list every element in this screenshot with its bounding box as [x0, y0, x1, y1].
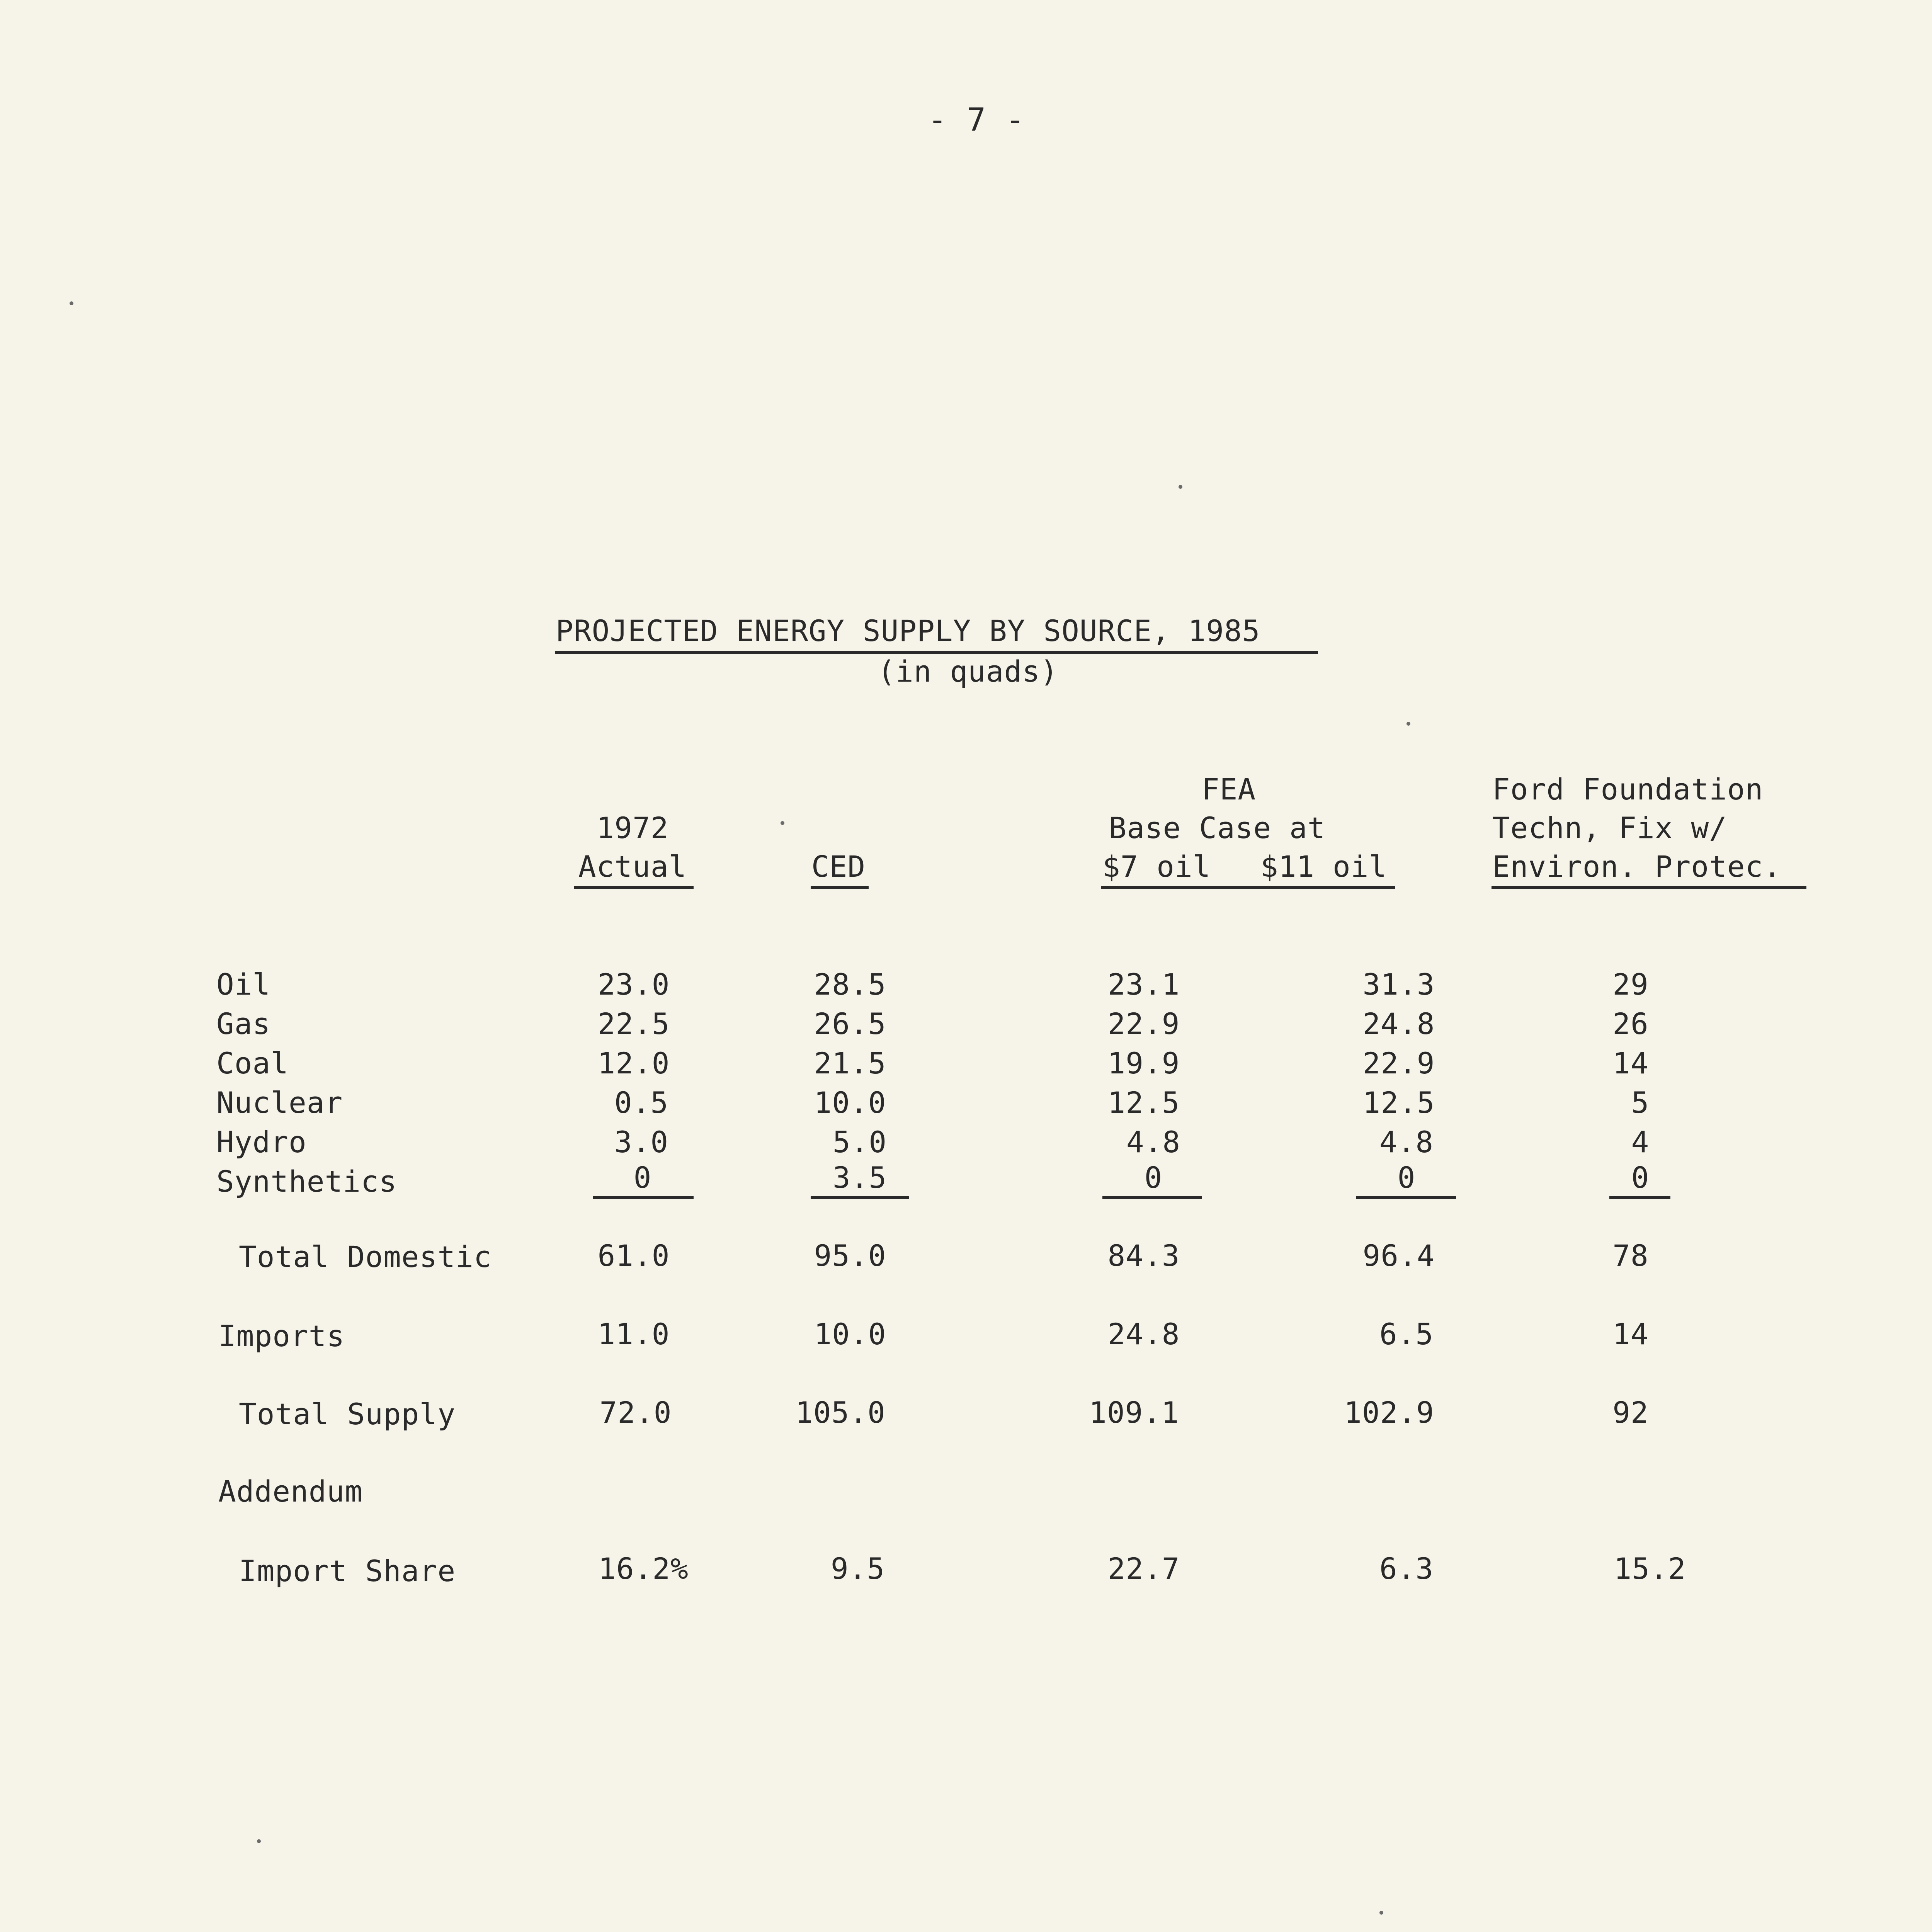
- cell-import-share-ced: 9.5: [830, 1551, 885, 1586]
- cell-total-supply-ford: 92: [1612, 1395, 1649, 1430]
- cell-import-share-ford: 15.2: [1614, 1551, 1686, 1586]
- header-underline-ced: [811, 886, 869, 889]
- cell-coal-fea11: 22.9: [1362, 1046, 1435, 1080]
- cell-oil-fea7: 23.1: [1107, 967, 1180, 1002]
- cell-oil-ced: 28.5: [814, 967, 886, 1002]
- cell-total-supply-fea11: 102.9: [1344, 1395, 1434, 1430]
- header-underline-1972: [574, 886, 694, 889]
- cell-hydro-fea11: 4.8: [1379, 1125, 1434, 1159]
- cell-hydro-1972: 3.0: [614, 1125, 669, 1159]
- row-label-hydro: Hydro: [216, 1125, 307, 1159]
- cell-nuclear-fea7: 12.5: [1107, 1085, 1180, 1120]
- cell-hydro-ford: 4: [1631, 1125, 1650, 1159]
- paper-speck: [70, 301, 73, 305]
- header-underline-fea: [1101, 886, 1395, 889]
- header-1972: 1972: [596, 811, 669, 845]
- cell-imports-fea11: 6.5: [1379, 1317, 1434, 1351]
- cell-hydro-fea7: 4.8: [1126, 1125, 1181, 1159]
- row-label-coal: Coal: [216, 1046, 289, 1080]
- cell-total-domestic-fea7: 84.3: [1107, 1238, 1180, 1273]
- paper-speck: [781, 821, 784, 825]
- paper-speck: [1406, 722, 1410, 726]
- cell-oil-fea11: 31.3: [1362, 967, 1435, 1002]
- header-fea-11-oil: $11 oil: [1260, 849, 1387, 884]
- row-label-import-share: Import Share: [239, 1554, 456, 1588]
- cell-synthetics-fea7: 0: [1144, 1160, 1163, 1195]
- cell-nuclear-fea11: 12.5: [1362, 1085, 1435, 1120]
- cell-total-domestic-fea11: 96.4: [1362, 1238, 1435, 1273]
- cell-total-supply-fea7: 109.1: [1089, 1395, 1179, 1430]
- cell-total-supply-ced: 105.0: [795, 1395, 886, 1430]
- cell-gas-fea7: 22.9: [1107, 1007, 1180, 1041]
- subtotal-underline-ford: [1609, 1196, 1670, 1199]
- paper-speck: [1379, 1911, 1383, 1915]
- subtotal-underline-1972: [593, 1196, 694, 1199]
- row-label-synthetics: Synthetics: [216, 1164, 397, 1199]
- row-label-total-domestic: Total Domestic: [239, 1240, 492, 1274]
- cell-imports-ced: 10.0: [814, 1317, 886, 1351]
- cell-imports-1972: 11.0: [597, 1317, 670, 1351]
- cell-coal-fea7: 19.9: [1107, 1046, 1180, 1080]
- cell-nuclear-ced: 10.0: [814, 1085, 886, 1120]
- paper-speck: [1179, 485, 1182, 489]
- cell-coal-1972: 12.0: [597, 1046, 670, 1080]
- header-fea-7-oil: $7 oil: [1102, 849, 1211, 884]
- cell-gas-1972: 22.5: [597, 1007, 670, 1041]
- cell-total-domestic-ford: 78: [1612, 1238, 1649, 1273]
- cell-synthetics-fea11: 0: [1397, 1160, 1416, 1195]
- paper-speck: [257, 1839, 261, 1843]
- cell-synthetics-ford: 0: [1631, 1160, 1650, 1195]
- row-label-nuclear: Nuclear: [216, 1085, 343, 1120]
- subtotal-underline-ced: [811, 1196, 909, 1199]
- cell-imports-ford: 14: [1612, 1317, 1649, 1351]
- row-label-oil: Oil: [216, 967, 271, 1002]
- header-fea: FEA: [1201, 772, 1256, 806]
- header-ford-line1: Ford Foundation: [1492, 772, 1764, 806]
- header-ced: CED: [811, 849, 866, 884]
- cell-import-share-fea7: 22.7: [1107, 1551, 1180, 1586]
- row-label-imports: Imports: [218, 1319, 345, 1353]
- cell-nuclear-ford: 5: [1631, 1085, 1650, 1120]
- addendum-heading: Addendum: [218, 1474, 363, 1509]
- header-ford-line3: Environ. Protec.: [1492, 849, 1782, 884]
- row-label-total-supply: Total Supply: [239, 1397, 456, 1431]
- header-ford-line2: Techn, Fix w/: [1492, 811, 1727, 845]
- cell-gas-ford: 26: [1612, 1007, 1649, 1041]
- cell-total-domestic-1972: 61.0: [597, 1238, 670, 1273]
- table-subtitle: (in quads): [878, 654, 1058, 689]
- cell-imports-fea7: 24.8: [1107, 1317, 1180, 1351]
- subtotal-underline-fea7: [1102, 1196, 1202, 1199]
- header-actual: Actual: [578, 849, 687, 884]
- row-label-gas: Gas: [216, 1007, 271, 1041]
- cell-hydro-ced: 5.0: [832, 1125, 887, 1159]
- page-number: - 7 -: [928, 102, 1025, 138]
- cell-import-share-fea11: 6.3: [1379, 1551, 1434, 1586]
- header-fea-base-case: Base Case at: [1109, 811, 1326, 845]
- title-underline: [555, 651, 1318, 654]
- cell-synthetics-ced: 3.5: [832, 1160, 887, 1195]
- cell-oil-ford: 29: [1612, 967, 1649, 1002]
- cell-oil-1972: 23.0: [597, 967, 670, 1002]
- cell-coal-ced: 21.5: [814, 1046, 886, 1080]
- subtotal-underline-fea11: [1356, 1196, 1456, 1199]
- cell-synthetics-1972: 0: [633, 1160, 652, 1195]
- header-underline-ford: [1492, 886, 1806, 889]
- cell-total-supply-1972: 72.0: [599, 1395, 672, 1430]
- cell-nuclear-1972: 0.5: [614, 1085, 669, 1120]
- table-title: PROJECTED ENERGY SUPPLY BY SOURCE, 1985: [556, 614, 1260, 648]
- cell-coal-ford: 14: [1612, 1046, 1649, 1080]
- cell-import-share-1972: 16.2%: [598, 1551, 689, 1586]
- cell-total-domestic-ced: 95.0: [814, 1238, 886, 1273]
- cell-gas-fea11: 24.8: [1362, 1007, 1435, 1041]
- cell-gas-ced: 26.5: [814, 1007, 886, 1041]
